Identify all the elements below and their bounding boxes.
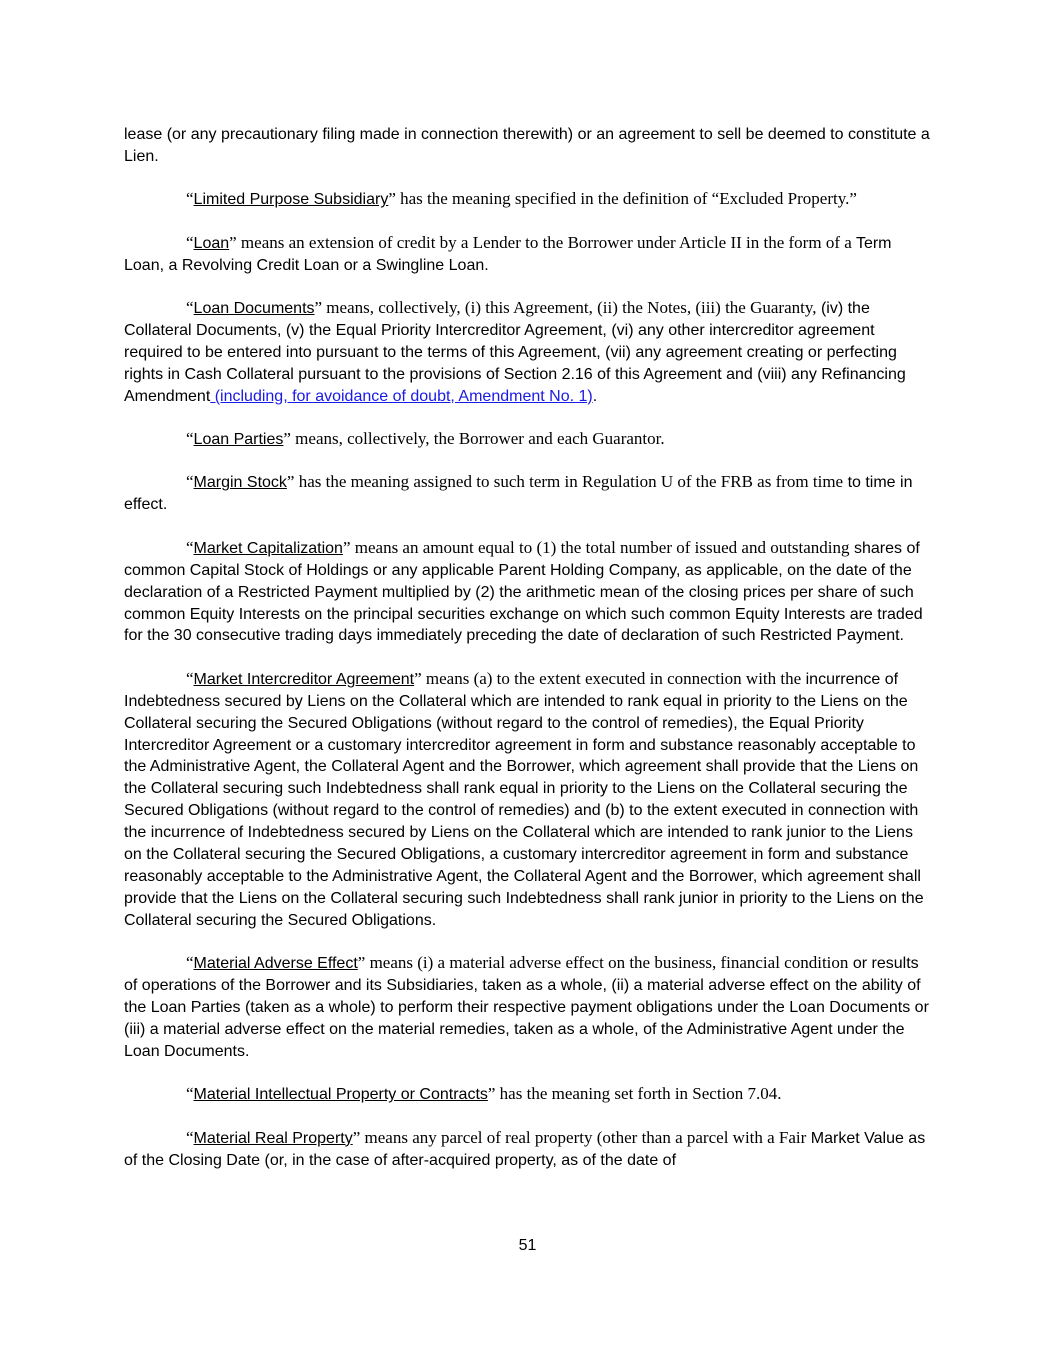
defined-term: Limited Purpose Subsidiary bbox=[193, 191, 389, 209]
definition-loan-documents: “Loan Documents” means, collectively, (i) this Agreement, (ii) the Notes, (iii) the Guaranty, (iv) the Collateral Documents, (v) the Equal Priority Intercreditor Agreement, (vi) any other intercreditor agreement required to be entered into pursuant to the terms of this Agreement, (vii) any agreement creating or perfecting rights in Cash Collateral pursuant to the provisions of Section 2.16 of this Agreement and (viii) any Refinancing Amendment (including, for avoidance of doubt, Amendment No. 1). bbox=[124, 298, 906, 405]
defined-term: Market Intercreditor Agreement bbox=[193, 670, 415, 688]
definition-loan-parties: “Loan Parties” means, collectively, the Borrower and each Guarantor. bbox=[186, 429, 665, 449]
lien-continuation: lease (or any precautionary filing made in connection therewith) or an agreement to sell be deemed to constitute a Lien. bbox=[124, 126, 930, 165]
definition-market-intercreditor-agreement: “Market Intercreditor Agreement” means (a) to the extent executed in connection with the incurrence of Indebtedness secured by Liens on the Collateral which are intended to rank equal in priority to the Liens on the Collateral securing the Secured Obligations (without regard to the control of remedies), the Equal Priority Intercreditor Agreement or a customary intercreditor agreement in form and substance reasonably acceptable to the Administrative Agent, the Collateral Agent and the Borrower, which agreement shall provide that the Liens on the Collateral securing such Indebtedness shall rank equal in priority to the Liens on the Collateral securing the Secured Obligations (without regard to the control of remedies) and (b) to the extent executed in connection with the incurrence of Indebtedness secured by Liens on the Collateral which are intended to rank junior to the Liens on the Collateral securing the Secured Obligations, a customary intercreditor agreement in form and substance reasonably acceptable to the Administrative Agent, the Collateral Agent and the Borrower, which agreement shall provide that the Liens on the Collateral securing such Indebtedness shall rank junior in priority to the Liens on the Collateral securing the Secured Obligations. bbox=[124, 668, 924, 929]
definition-material-ip-or-contracts: “Material Intellectual Property or Contracts” has the meaning set forth in Section 7.04. bbox=[186, 1084, 782, 1104]
page-number: 51 bbox=[518, 1237, 537, 1254]
definition-limited-purpose-subsidiary: “Limited Purpose Subsidiary” has the meaning specified in the definition of “Excluded Property.” bbox=[186, 189, 857, 209]
defined-term: Loan Documents bbox=[193, 300, 315, 318]
document-page bbox=[124, 124, 932, 1192]
definition-loan: “Loan” means an extension of credit by a Lender to the Borrower under Article II in the form of a Term Loan, a Revolving Credit Loan or a Swingline Loan. bbox=[124, 232, 892, 274]
definition-material-adverse-effect: “Material Adverse Effect” means (i) a material adverse effect on the business, financial condition or results of operations of the Borrower and its Subsidiaries, taken as a whole, (ii) a material adverse effect on the ability of the Loan Parties (taken as a whole) to perform their respective payment obligations under the Loan Documents or (iii) a material adverse effect on the material remedies, taken as a whole, of the Administrative Agent under the Loan Documents. bbox=[124, 953, 929, 1060]
definition-material-real-property: “Material Real Property” means any parcel of real property (other than a parcel with a Fair Market Value as of the Closing Date (or, in the case of after-acquired property, as of the date of bbox=[124, 1127, 926, 1169]
definition-market-capitalization: “Market Capitalization” means an amount equal to (1) the total number of issued and outstanding shares of common Capital Stock of Holdings or any applicable Parent Holding Company, as applicable, on the date of the declaration of a Restricted Payment multiplied by (2) the arithmetic mean of the closing prices per share of such common Equity Interests on the principal securities exchange on which such common Equity Interests are traded for the 30 consecutive trading days immediately preceding the date of declaration of such Restricted Payment. bbox=[124, 537, 923, 645]
defined-term: Loan bbox=[193, 234, 230, 252]
inserted-text: (including, for avoidance of doubt, Amendment No. 1) bbox=[210, 387, 593, 405]
defined-term: Loan Parties bbox=[193, 431, 284, 449]
defined-term: Market Capitalization bbox=[193, 539, 343, 557]
definition-margin-stock: “Margin Stock” has the meaning assigned to such term in Regulation U of the FRB as from time to time in effect. bbox=[124, 472, 913, 514]
defined-term: Margin Stock bbox=[193, 474, 287, 492]
defined-term: Material Real Property bbox=[193, 1129, 353, 1147]
defined-term: Material Intellectual Property or Contracts bbox=[193, 1086, 488, 1104]
defined-term: Material Adverse Effect bbox=[193, 955, 358, 973]
